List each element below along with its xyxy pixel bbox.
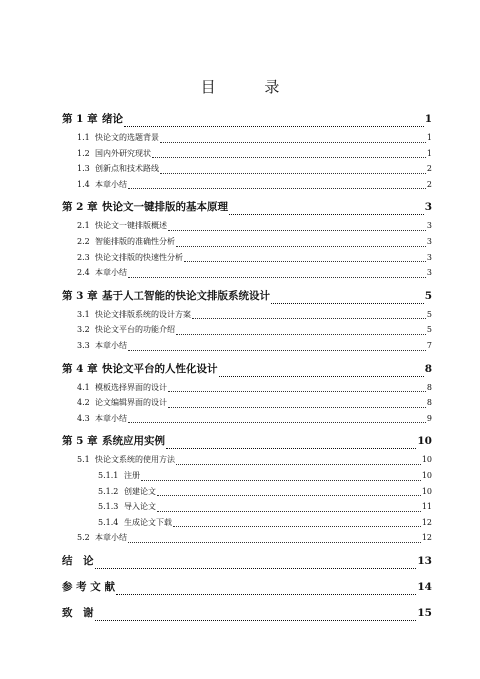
toc-entry-label: [77, 530, 127, 546]
toc-entry-text: 快论文一键排版概述: [95, 221, 167, 231]
toc-page-number: 11: [421, 502, 432, 512]
toc-section-entry: [62, 338, 432, 354]
toc-section-entry: [62, 307, 432, 323]
toc-chapter-entry: [62, 358, 432, 380]
toc-entry-text: 快论文排版系统的设计方案: [95, 309, 191, 319]
toc-section-entry: [62, 265, 432, 281]
toc-page-number: 8: [424, 362, 432, 375]
toc-entry-label: [77, 452, 175, 468]
dot-leader: [173, 526, 421, 527]
toc-entry-text: 快论文系统的使用方法: [95, 455, 175, 465]
toc-entry-label: [62, 285, 270, 307]
toc-subsection-entry: [62, 499, 432, 515]
toc-entry-number: 第 1 章: [62, 113, 98, 125]
toc-entry-number: 第 4 章: [62, 362, 98, 375]
toc-chapter-entry: [62, 550, 432, 572]
toc-entry-label: [98, 499, 156, 515]
toc-entry-label: [77, 234, 175, 250]
toc-chapter-entry: [62, 196, 432, 218]
toc-entry-text: 创建论文: [124, 486, 156, 496]
toc-entry-label: [98, 468, 140, 484]
toc-entry-text: 参 考 文 献: [62, 580, 115, 593]
toc-entry-label: [77, 218, 167, 234]
toc-page-number: 10: [417, 435, 432, 448]
toc-entry-label: [77, 411, 127, 427]
toc-page-number: 2: [426, 179, 432, 189]
toc-entry-number: 1.4: [77, 179, 90, 189]
dot-leader: [176, 246, 426, 247]
toc-entry-label: [62, 358, 218, 380]
toc-entry-label: [62, 602, 94, 624]
toc-section-entry: [62, 146, 432, 162]
toc-entry-text: 本章小结: [95, 413, 127, 423]
toc-title: 目 录: [200, 78, 302, 96]
toc-entry-text: 创新点和技术路线: [95, 164, 159, 174]
dot-leader: [168, 391, 426, 392]
toc-entry-number: 3.3: [77, 340, 90, 350]
dot-leader: [184, 261, 426, 262]
toc-section-entry: [62, 177, 432, 193]
toc-entry-text: 生成论文下载: [124, 517, 172, 527]
toc-subsection-entry: [62, 515, 432, 531]
toc-section-entry: [62, 530, 432, 546]
dot-leader: [168, 230, 426, 231]
toc-section-entry: [62, 161, 432, 177]
toc-page-number: 3: [426, 268, 432, 278]
toc-entry-text: 本章小结: [95, 340, 127, 350]
toc-entry-label: [77, 177, 127, 193]
toc-entry-text: 快论文的选题背景: [95, 133, 159, 142]
toc-entry-text: 快论文排版的快速性分析: [95, 252, 183, 262]
dot-leader: [128, 422, 426, 423]
toc-page-number: 1: [426, 133, 432, 142]
toc-chapter-entry: [62, 430, 432, 452]
toc-entry-text: 智能排版的准确性分析: [95, 236, 175, 246]
dot-leader: [166, 448, 416, 449]
toc-entry-text: 论文编辑界面的设计: [95, 398, 167, 408]
toc-entry-number: 5.1.2: [98, 486, 119, 496]
toc-section-entry: [62, 395, 432, 411]
toc-entry-text: 本章小结: [95, 268, 127, 278]
toc-page-number: 3: [426, 221, 432, 231]
toc-entry-number: 2.2: [77, 236, 90, 246]
toc-entry-label: [98, 484, 156, 500]
dot-leader: [176, 334, 426, 335]
toc-page-number: 9: [426, 413, 432, 423]
toc-entry-number: 4.2: [77, 398, 90, 408]
toc-page-number: 1: [424, 113, 432, 125]
toc-entry-number: 2.3: [77, 252, 90, 262]
toc-page-number: 8: [426, 398, 432, 408]
toc-entry-number: 3.2: [77, 325, 90, 335]
toc-page-number: 8: [426, 382, 432, 392]
toc-page-number: 5: [426, 325, 432, 335]
toc-section-entry: [62, 380, 432, 396]
toc-chapter-entry: [62, 285, 432, 307]
toc-section-entry: [62, 411, 432, 427]
toc-entry-label: [62, 430, 165, 452]
toc-entry-number: 4.3: [77, 413, 90, 423]
toc-entry-number: 5.2: [77, 533, 90, 543]
toc-entry-number: 4.1: [77, 382, 90, 392]
toc-entry-label: [77, 380, 167, 396]
toc-entry-number: 1.2: [77, 148, 90, 158]
toc-entry-label: [77, 146, 151, 162]
dot-leader: [128, 188, 426, 189]
toc-entry-text: 快论文一键排版的基本原理: [102, 201, 228, 214]
toc-section-entry: [62, 130, 432, 146]
toc-chapter-entry: [62, 108, 432, 130]
toc-entry-text: 本章小结: [95, 533, 127, 543]
toc-entry-number: 5.1.1: [98, 470, 119, 480]
toc-page-number: 10: [421, 455, 432, 465]
toc-section-entry: [62, 234, 432, 250]
toc-entry-label: [62, 108, 123, 130]
toc-subsection-entry: [62, 468, 432, 484]
dot-leader: [141, 480, 421, 481]
dot-leader: [95, 568, 417, 569]
toc-entry-label: [77, 395, 167, 411]
toc-page-number: 7: [426, 340, 432, 350]
toc-page-number: 10: [421, 470, 432, 480]
toc-entry-text: 导入论文: [124, 502, 156, 512]
dot-leader: [157, 511, 421, 512]
toc-entry-label: [77, 130, 159, 146]
toc-entry-number: 2.4: [77, 268, 90, 278]
toc-entry-number: 1.3: [77, 164, 90, 174]
toc-entry-label: [62, 576, 115, 598]
dot-leader: [192, 318, 426, 319]
toc-entry-number: 第 5 章: [62, 435, 98, 448]
dot-leader: [271, 303, 424, 304]
dot-leader: [168, 407, 426, 408]
dot-leader: [124, 126, 424, 127]
toc-entry-label: [77, 161, 159, 177]
toc-chapter-entry: [62, 602, 432, 624]
toc-entry-text: 模板选择界面的设计: [95, 382, 167, 392]
toc-page-number: 15: [417, 606, 432, 619]
dot-leader: [152, 157, 426, 158]
dot-leader: [116, 594, 416, 595]
dot-leader: [128, 277, 426, 278]
dot-leader: [160, 173, 426, 174]
toc-entry-text: 国内外研究现状: [95, 148, 151, 158]
toc-entry-text: 注册: [124, 470, 140, 480]
toc-entry-label: [98, 515, 172, 531]
dot-leader: [219, 376, 424, 377]
dot-leader: [128, 542, 421, 543]
toc-section-entry: [62, 218, 432, 234]
toc-page-number: 12: [421, 533, 432, 543]
toc-page-number: 5: [426, 309, 432, 319]
toc-entry-number: 3.1: [77, 309, 90, 319]
toc-section-entry: [62, 322, 432, 338]
toc-page-number: 13: [417, 554, 432, 567]
toc-entry-text: 本章小结: [95, 179, 127, 189]
toc-chapter-entry: [62, 576, 432, 598]
toc-entry-label: [77, 265, 127, 281]
toc-page-number: 3: [426, 236, 432, 246]
toc-entry-label: [77, 322, 175, 338]
toc-entry-text: 快论文平台的功能介绍: [95, 325, 175, 335]
toc-entry-text: 系统应用实例: [102, 435, 165, 448]
dot-leader: [95, 620, 417, 621]
toc-entry-number: 5.1.3: [98, 502, 119, 512]
toc-entry-label: [77, 307, 191, 323]
toc-entry-number: 第 3 章: [62, 289, 98, 302]
dot-leader: [176, 464, 421, 465]
toc-entry-number: 5.1.4: [98, 517, 119, 527]
toc-entry-number: 5.1: [77, 455, 90, 465]
toc-page-number: 10: [421, 486, 432, 496]
toc-page-number: 12: [421, 517, 432, 527]
toc-entry-text: 快论文平台的人性化设计: [102, 362, 218, 375]
toc-page-number: 14: [417, 580, 432, 593]
toc-entry-number: 2.1: [77, 221, 90, 231]
toc-page-number: 5: [424, 289, 432, 302]
toc-entry-text: 致 谢: [62, 606, 94, 619]
toc-page-number: 2: [426, 164, 432, 174]
toc-page-number: 3: [424, 201, 432, 214]
toc-entry-number: 1.1: [77, 133, 90, 142]
toc-section-entry: [62, 452, 432, 468]
toc-entry-text: 结 论: [62, 554, 94, 567]
toc-entry-label: [62, 550, 94, 572]
toc-section-entry: [62, 250, 432, 266]
table-of-contents: [62, 108, 432, 624]
toc-entry-label: [62, 196, 228, 218]
toc-page-number: 3: [426, 252, 432, 262]
toc-entry-label: [77, 250, 183, 266]
dot-leader: [128, 350, 426, 351]
dot-leader: [157, 495, 421, 496]
dot-leader: [229, 214, 424, 215]
toc-entry-label: [77, 338, 127, 354]
toc-entry-text: 绪论: [102, 113, 123, 125]
toc-entry-number: 第 2 章: [62, 201, 98, 214]
toc-subsection-entry: [62, 484, 432, 500]
toc-page-number: 1: [426, 148, 432, 158]
toc-entry-text: 基于人工智能的快论文排版系统设计: [102, 289, 270, 302]
dot-leader: [160, 142, 426, 143]
